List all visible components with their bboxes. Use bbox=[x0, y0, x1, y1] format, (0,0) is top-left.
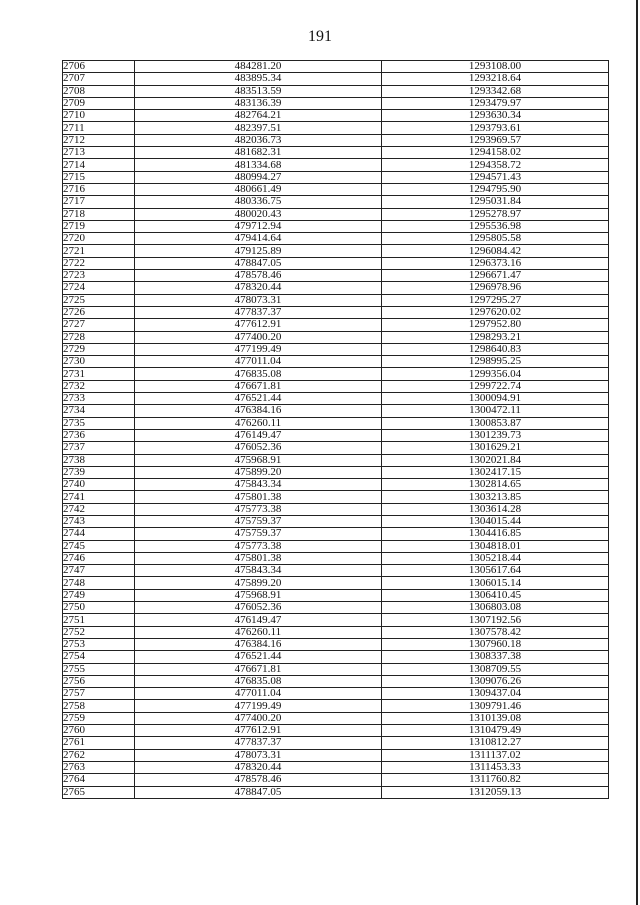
x-coordinate-cell: 477837.37 bbox=[135, 737, 382, 749]
table-row bbox=[63, 515, 609, 527]
y-coordinate-cell: 1298995.25 bbox=[382, 356, 609, 368]
x-coordinate-cell: 476149.47 bbox=[135, 429, 382, 441]
table-row bbox=[63, 319, 609, 331]
y-coordinate-cell: 1297620.02 bbox=[382, 306, 609, 318]
point-number-cell: 2743 bbox=[63, 515, 135, 527]
x-coordinate-cell: 475843.34 bbox=[135, 479, 382, 491]
table-row bbox=[63, 233, 609, 245]
table-row bbox=[63, 171, 609, 183]
point-number-cell: 2765 bbox=[63, 786, 135, 798]
y-coordinate-cell: 1307960.18 bbox=[382, 638, 609, 650]
x-coordinate-cell: 476052.36 bbox=[135, 602, 382, 614]
x-coordinate-cell: 475968.91 bbox=[135, 589, 382, 601]
x-coordinate-cell: 475968.91 bbox=[135, 454, 382, 466]
x-coordinate-cell: 475801.38 bbox=[135, 491, 382, 503]
point-number-cell: 2739 bbox=[63, 466, 135, 478]
y-coordinate-cell: 1306410.45 bbox=[382, 589, 609, 601]
point-number-cell: 2764 bbox=[63, 774, 135, 786]
point-number-cell: 2736 bbox=[63, 429, 135, 441]
point-number-cell: 2742 bbox=[63, 503, 135, 515]
table-row bbox=[63, 282, 609, 294]
point-number-cell: 2724 bbox=[63, 282, 135, 294]
x-coordinate-cell: 480020.43 bbox=[135, 208, 382, 220]
point-number-cell: 2732 bbox=[63, 380, 135, 392]
table-row bbox=[63, 725, 609, 737]
table-row bbox=[63, 638, 609, 650]
point-number-cell: 2712 bbox=[63, 134, 135, 146]
table-row bbox=[63, 208, 609, 220]
y-coordinate-cell: 1293793.61 bbox=[382, 122, 609, 134]
y-coordinate-cell: 1301629.21 bbox=[382, 442, 609, 454]
point-number-cell: 2731 bbox=[63, 368, 135, 380]
table-row bbox=[63, 196, 609, 208]
x-coordinate-cell: 476260.11 bbox=[135, 626, 382, 638]
x-coordinate-cell: 482397.51 bbox=[135, 122, 382, 134]
point-number-cell: 2718 bbox=[63, 208, 135, 220]
point-number-cell: 2721 bbox=[63, 245, 135, 257]
x-coordinate-cell: 478320.44 bbox=[135, 282, 382, 294]
y-coordinate-cell: 1309437.04 bbox=[382, 688, 609, 700]
table-row bbox=[63, 774, 609, 786]
x-coordinate-cell: 477400.20 bbox=[135, 712, 382, 724]
y-coordinate-cell: 1305617.64 bbox=[382, 565, 609, 577]
x-coordinate-cell: 475801.38 bbox=[135, 552, 382, 564]
table-row bbox=[63, 85, 609, 97]
table-row bbox=[63, 257, 609, 269]
point-number-cell: 2759 bbox=[63, 712, 135, 724]
y-coordinate-cell: 1296671.47 bbox=[382, 270, 609, 282]
point-number-cell: 2758 bbox=[63, 700, 135, 712]
x-coordinate-cell: 476260.11 bbox=[135, 417, 382, 429]
point-number-cell: 2735 bbox=[63, 417, 135, 429]
point-number-cell: 2716 bbox=[63, 183, 135, 195]
table-row bbox=[63, 294, 609, 306]
point-number-cell: 2713 bbox=[63, 147, 135, 159]
y-coordinate-cell: 1311453.33 bbox=[382, 761, 609, 773]
y-coordinate-cell: 1311760.82 bbox=[382, 774, 609, 786]
point-number-cell: 2719 bbox=[63, 220, 135, 232]
table-row bbox=[63, 306, 609, 318]
table-row bbox=[63, 405, 609, 417]
x-coordinate-cell: 478073.31 bbox=[135, 294, 382, 306]
point-number-cell: 2746 bbox=[63, 552, 135, 564]
y-coordinate-cell: 1293969.57 bbox=[382, 134, 609, 146]
table-row bbox=[63, 737, 609, 749]
y-coordinate-cell: 1304818.01 bbox=[382, 540, 609, 552]
y-coordinate-cell: 1307192.56 bbox=[382, 614, 609, 626]
x-coordinate-cell: 475773.38 bbox=[135, 503, 382, 515]
point-number-cell: 2723 bbox=[63, 270, 135, 282]
table-row bbox=[63, 749, 609, 761]
table-row bbox=[63, 442, 609, 454]
point-number-cell: 2737 bbox=[63, 442, 135, 454]
table-row bbox=[63, 122, 609, 134]
y-coordinate-cell: 1297295.27 bbox=[382, 294, 609, 306]
y-coordinate-cell: 1295536.98 bbox=[382, 220, 609, 232]
point-number-cell: 2715 bbox=[63, 171, 135, 183]
y-coordinate-cell: 1300472.11 bbox=[382, 405, 609, 417]
x-coordinate-cell: 475773.38 bbox=[135, 540, 382, 552]
table-row bbox=[63, 552, 609, 564]
x-coordinate-cell: 476384.16 bbox=[135, 638, 382, 650]
y-coordinate-cell: 1310479.49 bbox=[382, 725, 609, 737]
table-row bbox=[63, 675, 609, 687]
y-coordinate-cell: 1293479.97 bbox=[382, 97, 609, 109]
point-number-cell: 2720 bbox=[63, 233, 135, 245]
y-coordinate-cell: 1308709.55 bbox=[382, 663, 609, 675]
y-coordinate-cell: 1298640.83 bbox=[382, 343, 609, 355]
point-number-cell: 2760 bbox=[63, 725, 135, 737]
table-row bbox=[63, 626, 609, 638]
table-row bbox=[63, 61, 609, 73]
table-row bbox=[63, 761, 609, 773]
table-row bbox=[63, 429, 609, 441]
y-coordinate-cell: 1297952.80 bbox=[382, 319, 609, 331]
x-coordinate-cell: 482764.21 bbox=[135, 110, 382, 122]
table-row bbox=[63, 589, 609, 601]
x-coordinate-cell: 484281.20 bbox=[135, 61, 382, 73]
y-coordinate-cell: 1294158.02 bbox=[382, 147, 609, 159]
y-coordinate-cell: 1310812.27 bbox=[382, 737, 609, 749]
table-row bbox=[63, 786, 609, 798]
y-coordinate-cell: 1296373.16 bbox=[382, 257, 609, 269]
point-number-cell: 2733 bbox=[63, 393, 135, 405]
point-number-cell: 2706 bbox=[63, 61, 135, 73]
y-coordinate-cell: 1307578.42 bbox=[382, 626, 609, 638]
point-number-cell: 2734 bbox=[63, 405, 135, 417]
x-coordinate-cell: 477199.49 bbox=[135, 700, 382, 712]
point-number-cell: 2730 bbox=[63, 356, 135, 368]
y-coordinate-cell: 1305218.44 bbox=[382, 552, 609, 564]
y-coordinate-cell: 1302021.84 bbox=[382, 454, 609, 466]
x-coordinate-cell: 476384.16 bbox=[135, 405, 382, 417]
page-number: 191 bbox=[308, 28, 332, 45]
table-row bbox=[63, 454, 609, 466]
y-coordinate-cell: 1293108.00 bbox=[382, 61, 609, 73]
y-coordinate-cell: 1312059.13 bbox=[382, 786, 609, 798]
table-row bbox=[63, 134, 609, 146]
point-number-cell: 2744 bbox=[63, 528, 135, 540]
table-row bbox=[63, 663, 609, 675]
x-coordinate-cell: 478847.05 bbox=[135, 786, 382, 798]
x-coordinate-cell: 475899.20 bbox=[135, 466, 382, 478]
y-coordinate-cell: 1299356.04 bbox=[382, 368, 609, 380]
table-row bbox=[63, 245, 609, 257]
point-number-cell: 2755 bbox=[63, 663, 135, 675]
y-coordinate-cell: 1308337.38 bbox=[382, 651, 609, 663]
x-coordinate-cell: 478320.44 bbox=[135, 761, 382, 773]
point-number-cell: 2740 bbox=[63, 479, 135, 491]
point-number-cell: 2738 bbox=[63, 454, 135, 466]
table-row bbox=[63, 331, 609, 343]
point-number-cell: 2761 bbox=[63, 737, 135, 749]
y-coordinate-cell: 1295278.97 bbox=[382, 208, 609, 220]
x-coordinate-cell: 477011.04 bbox=[135, 356, 382, 368]
x-coordinate-cell: 478073.31 bbox=[135, 749, 382, 761]
y-coordinate-cell: 1309076.26 bbox=[382, 675, 609, 687]
table-row bbox=[63, 368, 609, 380]
x-coordinate-cell: 479125.89 bbox=[135, 245, 382, 257]
y-coordinate-cell: 1300853.87 bbox=[382, 417, 609, 429]
table-row bbox=[63, 466, 609, 478]
point-number-cell: 2711 bbox=[63, 122, 135, 134]
x-coordinate-cell: 480336.75 bbox=[135, 196, 382, 208]
y-coordinate-cell: 1298293.21 bbox=[382, 331, 609, 343]
x-coordinate-cell: 476521.44 bbox=[135, 393, 382, 405]
x-coordinate-cell: 479414.64 bbox=[135, 233, 382, 245]
x-coordinate-cell: 477612.91 bbox=[135, 725, 382, 737]
y-coordinate-cell: 1311137.02 bbox=[382, 749, 609, 761]
point-number-cell: 2729 bbox=[63, 343, 135, 355]
table-row bbox=[63, 393, 609, 405]
table-row bbox=[63, 491, 609, 503]
x-coordinate-cell: 481334.68 bbox=[135, 159, 382, 171]
x-coordinate-cell: 475899.20 bbox=[135, 577, 382, 589]
coordinates-table bbox=[62, 60, 609, 799]
x-coordinate-cell: 477199.49 bbox=[135, 343, 382, 355]
x-coordinate-cell: 477612.91 bbox=[135, 319, 382, 331]
table-row bbox=[63, 270, 609, 282]
x-coordinate-cell: 477400.20 bbox=[135, 331, 382, 343]
x-coordinate-cell: 483136.39 bbox=[135, 97, 382, 109]
x-coordinate-cell: 480661.49 bbox=[135, 183, 382, 195]
x-coordinate-cell: 476835.08 bbox=[135, 368, 382, 380]
x-coordinate-cell: 476835.08 bbox=[135, 675, 382, 687]
point-number-cell: 2714 bbox=[63, 159, 135, 171]
x-coordinate-cell: 475759.37 bbox=[135, 515, 382, 527]
table-row bbox=[63, 651, 609, 663]
point-number-cell: 2751 bbox=[63, 614, 135, 626]
point-number-cell: 2710 bbox=[63, 110, 135, 122]
x-coordinate-cell: 478847.05 bbox=[135, 257, 382, 269]
table-row bbox=[63, 577, 609, 589]
x-coordinate-cell: 476149.47 bbox=[135, 614, 382, 626]
point-number-cell: 2727 bbox=[63, 319, 135, 331]
y-coordinate-cell: 1299722.74 bbox=[382, 380, 609, 392]
table-row bbox=[63, 159, 609, 171]
y-coordinate-cell: 1302814.65 bbox=[382, 479, 609, 491]
point-number-cell: 2741 bbox=[63, 491, 135, 503]
y-coordinate-cell: 1295031.84 bbox=[382, 196, 609, 208]
x-coordinate-cell: 476671.81 bbox=[135, 380, 382, 392]
point-number-cell: 2707 bbox=[63, 73, 135, 85]
table-row bbox=[63, 417, 609, 429]
y-coordinate-cell: 1300094.91 bbox=[382, 393, 609, 405]
y-coordinate-cell: 1301239.73 bbox=[382, 429, 609, 441]
y-coordinate-cell: 1294795.90 bbox=[382, 183, 609, 195]
point-number-cell: 2745 bbox=[63, 540, 135, 552]
table-row bbox=[63, 110, 609, 122]
page-edge-line bbox=[636, 0, 638, 905]
x-coordinate-cell: 476671.81 bbox=[135, 663, 382, 675]
x-coordinate-cell: 479712.94 bbox=[135, 220, 382, 232]
point-number-cell: 2754 bbox=[63, 651, 135, 663]
x-coordinate-cell: 476521.44 bbox=[135, 651, 382, 663]
y-coordinate-cell: 1293630.34 bbox=[382, 110, 609, 122]
y-coordinate-cell: 1306015.14 bbox=[382, 577, 609, 589]
table-row bbox=[63, 688, 609, 700]
x-coordinate-cell: 478578.46 bbox=[135, 774, 382, 786]
point-number-cell: 2748 bbox=[63, 577, 135, 589]
table-row bbox=[63, 343, 609, 355]
y-coordinate-cell: 1304416.85 bbox=[382, 528, 609, 540]
point-number-cell: 2722 bbox=[63, 257, 135, 269]
table-row bbox=[63, 183, 609, 195]
y-coordinate-cell: 1303213.85 bbox=[382, 491, 609, 503]
table-row bbox=[63, 73, 609, 85]
table-row bbox=[63, 700, 609, 712]
table-row bbox=[63, 220, 609, 232]
point-number-cell: 2709 bbox=[63, 97, 135, 109]
y-coordinate-cell: 1293342.68 bbox=[382, 85, 609, 97]
point-number-cell: 2753 bbox=[63, 638, 135, 650]
point-number-cell: 2756 bbox=[63, 675, 135, 687]
x-coordinate-cell: 475843.34 bbox=[135, 565, 382, 577]
x-coordinate-cell: 477837.37 bbox=[135, 306, 382, 318]
x-coordinate-cell: 478578.46 bbox=[135, 270, 382, 282]
coordinates-table-body bbox=[63, 61, 609, 799]
x-coordinate-cell: 477011.04 bbox=[135, 688, 382, 700]
point-number-cell: 2725 bbox=[63, 294, 135, 306]
point-number-cell: 2717 bbox=[63, 196, 135, 208]
point-number-cell: 2763 bbox=[63, 761, 135, 773]
table-row bbox=[63, 712, 609, 724]
y-coordinate-cell: 1295805.58 bbox=[382, 233, 609, 245]
point-number-cell: 2757 bbox=[63, 688, 135, 700]
table-row bbox=[63, 380, 609, 392]
table-row bbox=[63, 614, 609, 626]
x-coordinate-cell: 475759.37 bbox=[135, 528, 382, 540]
y-coordinate-cell: 1294358.72 bbox=[382, 159, 609, 171]
table-row bbox=[63, 97, 609, 109]
x-coordinate-cell: 480994.27 bbox=[135, 171, 382, 183]
point-number-cell: 2749 bbox=[63, 589, 135, 601]
y-coordinate-cell: 1296084.42 bbox=[382, 245, 609, 257]
x-coordinate-cell: 481682.31 bbox=[135, 147, 382, 159]
y-coordinate-cell: 1294571.43 bbox=[382, 171, 609, 183]
y-coordinate-cell: 1293218.64 bbox=[382, 73, 609, 85]
table-row bbox=[63, 565, 609, 577]
x-coordinate-cell: 476052.36 bbox=[135, 442, 382, 454]
table-row bbox=[63, 602, 609, 614]
table-row bbox=[63, 147, 609, 159]
table-row bbox=[63, 503, 609, 515]
y-coordinate-cell: 1302417.15 bbox=[382, 466, 609, 478]
y-coordinate-cell: 1304015.44 bbox=[382, 515, 609, 527]
point-number-cell: 2762 bbox=[63, 749, 135, 761]
table-row bbox=[63, 356, 609, 368]
y-coordinate-cell: 1303614.28 bbox=[382, 503, 609, 515]
table-row bbox=[63, 528, 609, 540]
point-number-cell: 2728 bbox=[63, 331, 135, 343]
table-row bbox=[63, 540, 609, 552]
table-row bbox=[63, 479, 609, 491]
y-coordinate-cell: 1310139.08 bbox=[382, 712, 609, 724]
point-number-cell: 2752 bbox=[63, 626, 135, 638]
x-coordinate-cell: 483513.59 bbox=[135, 85, 382, 97]
y-coordinate-cell: 1296978.96 bbox=[382, 282, 609, 294]
point-number-cell: 2747 bbox=[63, 565, 135, 577]
x-coordinate-cell: 483895.34 bbox=[135, 73, 382, 85]
y-coordinate-cell: 1306803.08 bbox=[382, 602, 609, 614]
point-number-cell: 2708 bbox=[63, 85, 135, 97]
point-number-cell: 2726 bbox=[63, 306, 135, 318]
x-coordinate-cell: 482036.73 bbox=[135, 134, 382, 146]
y-coordinate-cell: 1309791.46 bbox=[382, 700, 609, 712]
point-number-cell: 2750 bbox=[63, 602, 135, 614]
